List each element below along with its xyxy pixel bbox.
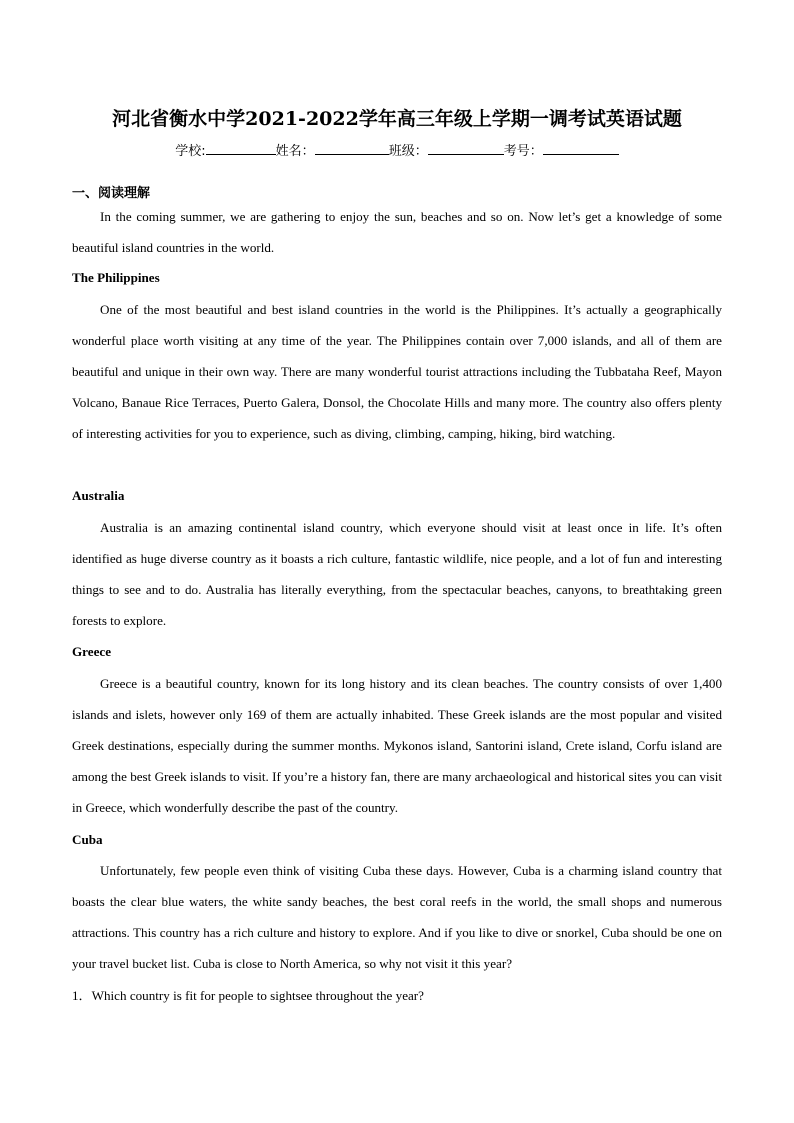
name-field[interactable] xyxy=(315,142,389,155)
school-label: 学校: xyxy=(175,144,206,159)
name-label: 姓名： xyxy=(275,144,315,159)
section-heading: 一、阅读理解 xyxy=(72,186,151,201)
exam-no-field[interactable] xyxy=(543,142,619,155)
intro-paragraph: In the coming summer, we are gathering to enjoy the sun, beaches and so on. Now let’s get a knowledge of some beautiful island countries in the world. xyxy=(72,209,722,255)
class-field[interactable] xyxy=(428,142,504,155)
passage-heading-australia: Australia xyxy=(72,488,125,503)
passage-heading-philippines: The Philippines xyxy=(72,270,160,285)
page-title: 河北省衡水中学2021-2022学年高三年级上学期一调考试英语试题 xyxy=(112,108,682,130)
question-1: 1．Which country is fit for people to sightsee throughout the year? xyxy=(72,988,424,1003)
passage-philippines: One of the most beautiful and best island countries in the world is the Philippines. It’s actually a geographically wonderful place worth visiting at any time of the year. The Philippines contain over 7,000 islands, and all of them are beautiful and unique in their own way. There are many wonderful tourist attractions including the Tubbataha Reef, Mayon Volcano, Banaue Rice Terraces, Puerto Galera, Donsol, the Chocolate Hills and many more. The country also offers plenty of interesting activities for you to experience, such as diving, climbing, camping, hiking, bird watching. xyxy=(72,302,722,441)
student-info-line xyxy=(0,140,794,159)
passage-heading-cuba: Cuba xyxy=(72,832,103,847)
exam-no-label: 考号： xyxy=(503,144,543,159)
passage-cuba: Unfortunately, few people even think of visiting Cuba these days. However, Cuba is a charming island country that boasts the clear blue waters, the white sandy beaches, the best coral reefs in the world, the small shops and numerous attractions. This country has a rich culture and history to explore. And if you like to dive or snorkel, Cuba should be one on your travel bucket list. Cuba is close to North America, so why not visit it this year? xyxy=(72,863,722,971)
school-field[interactable] xyxy=(206,142,276,155)
passage-australia: Australia is an amazing continental island country, which everyone should visit at least once in life. It’s often identified as huge diverse country as it boasts a rich culture, fantastic wildlife, nice people, and a lot of fun and interesting things to see and to do. Australia has literally everything, from the spectacular beaches, canyons, to breathtaking green forests to explore. xyxy=(72,520,722,628)
class-label: 班级： xyxy=(388,144,428,159)
passage-greece: Greece is a beautiful country, known for its long history and its clean beaches. The country consists of over 1,400 islands and islets, however only 169 of them are actually inhabited. These Greek islands are the most popular and visited Greek destinations, especially during the summer months. Mykonos island, Santorini island, Crete island, Corfu island are among the best Greek islands to visit. If you’re a history fan, there are many archaeological and historical sites you can visit in Greece, which wonderfully describe the past of the country. xyxy=(72,676,722,815)
passage-heading-greece: Greece xyxy=(72,644,112,659)
